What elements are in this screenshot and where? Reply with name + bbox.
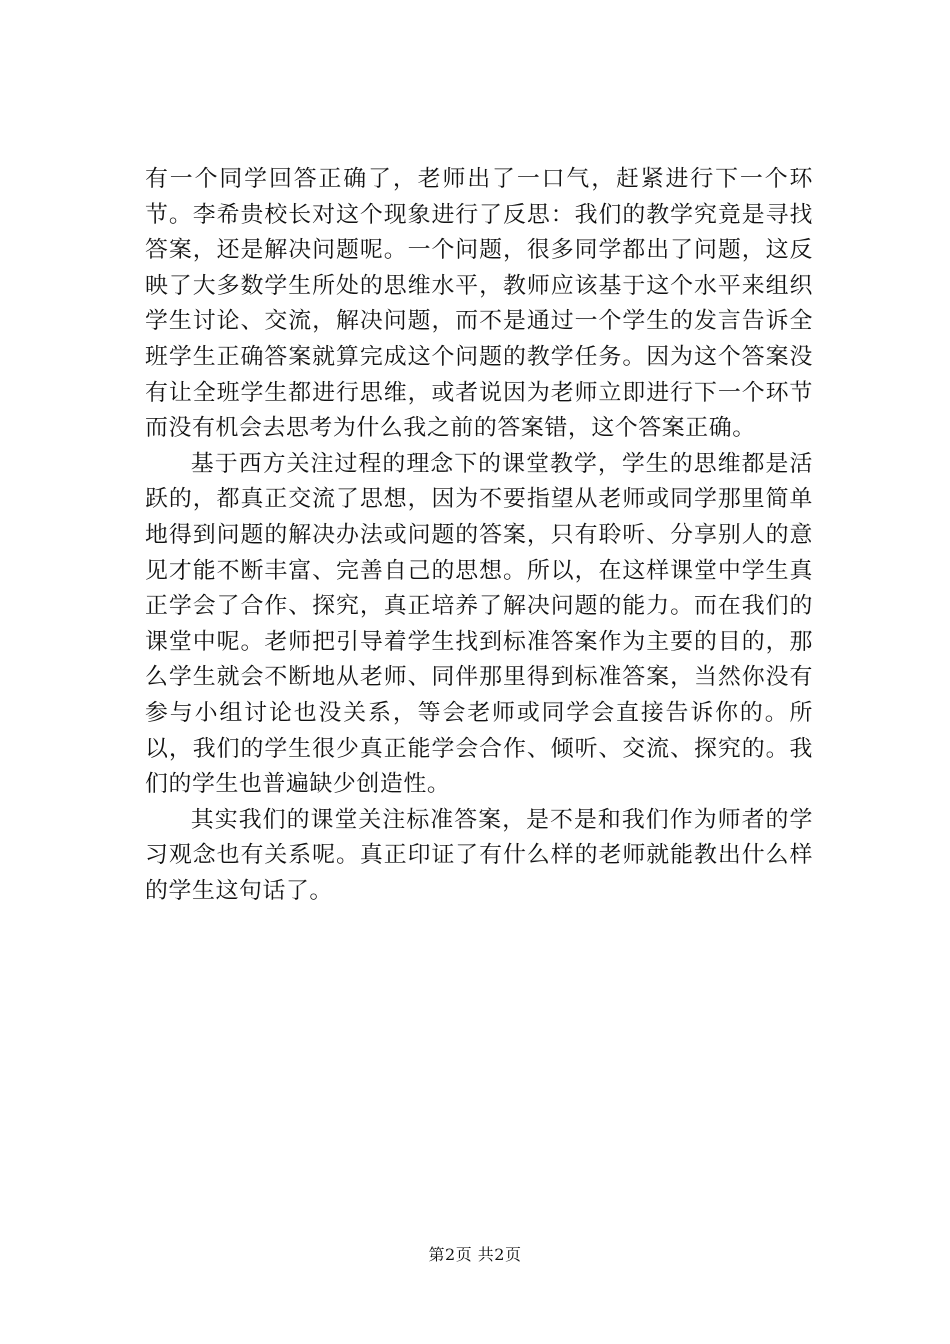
- paragraph: 基于西方关注过程的理念下的课堂教学，学生的思维都是活跃的，都真正交流了思想，因为不要指望从老师或同学那里简单地得到问题的解决办法或问题的答案，只有聆听、分享别人的意见才能不断丰富、完善自己的思想。所以，在这样课堂中学生真正学会了合作、探究，真正培养了解决问题的能力。而在我们的课堂中呢。老师把引导着学生找到标准答案作为主要的目的，那么学生就会不断地从老师、同伴那里得到标准答案，当然你没有参与小组讨论也没关系，等会老师或同学会直接告诉你的。所以，我们的学生很少真正能学会合作、倾听、交流、探究的。我们的学生也普遍缺少创造性。: [145, 450, 813, 798]
- paragraph: 其实我们的课堂关注标准答案，是不是和我们作为师者的学习观念也有关系呢。真正印证了有什么样的老师就能教出什么样的学生这句话了。: [145, 806, 813, 904]
- paragraph-continuation: 有一个同学回答正确了，老师出了一口气，赶紧进行下一个环节。李希贵校长对这个现象进行了反思：我们的教学究竟是寻找答案，还是解决问题呢。一个问题，很多同学都出了问题，这反映了大多数学生所处的思维水平，教师应该基于这个水平来组织学生讨论、交流，解决问题，而不是通过一个学生的发言告诉全班学生正确答案就算完成这个问题的教学任务。因为这个答案没有让全班学生都进行思维，或者说因为老师立即进行下一个环节而没有机会去思考为什么我之前的答案错，这个答案正确。: [145, 166, 813, 442]
- document-body: [145, 162, 813, 909]
- page-number-footer: 第2页 共2页: [428, 1245, 522, 1264]
